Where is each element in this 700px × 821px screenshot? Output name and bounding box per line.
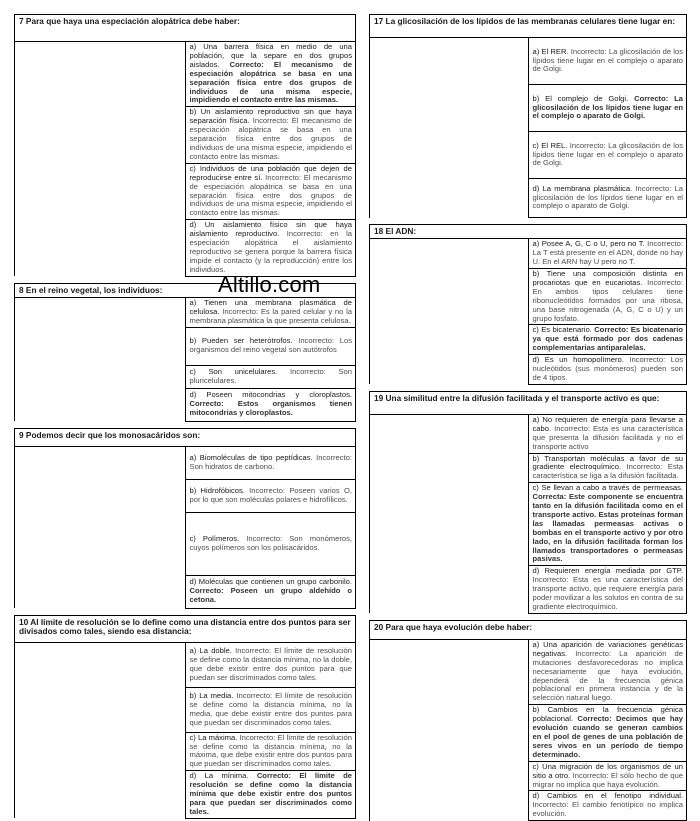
question-18 xyxy=(369,224,687,385)
question-7 xyxy=(14,14,356,277)
option-b: b) Hidrofóbicos. Incorrecto: Poseen varios O, por lo que son moléculas polares e hidrofílicos. xyxy=(185,479,356,512)
option-b: b) Un aislamiento reproductivo sin que haya separación física. Incorrecto: El mecanismo de especiación alopátrica se basa en una separación física entre dos grupos de individuos de una misma especie, impidiendo el contacto entre las mismas. xyxy=(185,107,356,163)
question-heading: 17 La glicosilación de los lípidos de las membranas celulares tiene lugar en: xyxy=(370,15,687,38)
option-b: b) Cambios en la frecuencia génica poblacional. Correcto: Decimos que hay evolución cuando se generan cambios en el pool de genes de una población de seres vivos en un período de tiempo determinado. xyxy=(528,705,687,761)
option-c: c) Se llevan a cabo a través de permeasas. Correcta: Este componente se encuentra tanto en la difusión facilitada como en el transporte activo. Estas proteínas forman las llamadas permeasas activas o bombas en el transporte activo y por otro lado, en la difusión facilitada forman los llamados transportadores o permeasas pasivas. xyxy=(528,483,687,566)
option-b: b) Pueden ser heterótrofos. Incorrecto: Los organismos del reino vegetal son autótrofos xyxy=(185,327,356,365)
option-b: b) La media. Incorrecto: El límite de resolución se define como la distancia mínima, no la media, que debe existir entre dos puntos para que puedan ser discriminados como tales. xyxy=(185,687,356,732)
option-d: d) Poseen mitocondrias y cloroplastos. Correcto: Estos organismos tienen mitocondrias y cloroplastos. xyxy=(185,388,356,421)
option-a: a) La doble. Incorrecto: El límite de resolución se define como la distancia mínima, no la doble, que debe existir entre dos puntos para que puedan ser discriminados como tales. xyxy=(185,642,356,687)
question-19 xyxy=(369,391,687,614)
option-d: d) Es un homopolímero. Incorrecto: Los nucleótidos (sus monómeros) pueden son de 4 tipos. xyxy=(528,355,687,385)
option-a: a) Una barrera física en medio de una población, que la separe en dos grupos aislados. Correcto: El mecanismo de especiación alopátrica se basa en una separación física entre dos grupos de individuos de una misma especie, impidiendo el contacto entre las mismas. xyxy=(185,42,356,107)
watermark: Altillo.com xyxy=(218,272,321,297)
option-a: a) Biomoléculas de tipo peptídicas. Incorrecto: Son hidratos de carbono. xyxy=(185,446,356,479)
option-a: a) Tienen una membrana plasmática de celulosa. Incorrecto: Es la pared celular y no la membrana plasmática la que presenta celulosa. xyxy=(185,297,356,327)
left-column xyxy=(14,14,356,819)
option-c: c) El REL. Incorrecto: La glicosilación de los lípidos tiene lugar en el complejo o aparato de Golgi. xyxy=(528,132,687,179)
option-d: d) La mínima. Correcto: El límite de resolución se define como la distancia mínima que debe existir entre dos puntos para que puedan ser discriminados como tales. xyxy=(185,771,356,819)
option-c: c) Una migración de los organismos de un sitio a otro. Incorrecto: El sólo hecho de que migrar no implica que haya evolución. xyxy=(528,761,687,791)
question-heading: 10 Al límite de resolución se lo define como una distancia entre dos puntos para ser divisados como tales, siendo esa distancia: xyxy=(15,615,356,642)
option-c: c) Son unicelulares. Incorrecto: Son pluricelulares. xyxy=(185,365,356,388)
option-c: c) Polímeros. Incorrecto: Son monómeros, cuyos polímeros son los polisacáridos. xyxy=(185,512,356,575)
option-d: d) Un aislamiento físico sin que haya aislamiento reproductivo. Incorrecto: en la especiación alopátrica el aislamiento reproductivo se genera porque la barrera física impide el contacto (y la reproducción) entre los individuos. xyxy=(185,220,356,276)
question-17 xyxy=(369,14,687,218)
option-a: a) Posee A, G, C o U, pero no T. Incorrecto: La T está presente en el ADN, donde no hay U. En el ARN hay U pero no T. xyxy=(528,239,687,269)
option-b: b) Transportan moléculas a favor de su gradiente electroquímico. Incorrecto: Esta característica se liga a la difusión facilitada. xyxy=(528,453,687,483)
option-d: d) La membrana plasmática. Incorrecto: La glicosilación de los lípidos tiene lugar en el complejo o aparato de Golgi. xyxy=(528,179,687,218)
option-a: a) No requieren de energía para llevarse a cabo. Incorrecto: Esta es una característica que presenta la difusión facilitada y no el transporte activo xyxy=(528,414,687,453)
option-d: d) Cambios en el fenotipo individual. Incorrecto: El cambio fenotípico no implica evolución. xyxy=(528,791,687,821)
question-heading: 18 El ADN: xyxy=(370,225,687,239)
option-a: a) El RER. Incorrecto: La glicosilación de los lípidos tiene lugar en el complejo o aparato de Golgi. xyxy=(528,38,687,85)
question-heading: 9 Podemos decir que los monosacáridos son: xyxy=(15,428,356,446)
option-c: c) La máxima. Incorrecto: El límite de resolución se define como la distancia mínima, no la máxima, que debe existir entre dos puntos para que puedan ser discriminados como tales. xyxy=(185,732,356,771)
option-d: d) Moléculas que contienen un grupo carbonilo. Correcto: Poseen un grupo aldehído o cetona. xyxy=(185,575,356,608)
option-c: c) Es bicatenario. Correcto: Es bicatenario ya que está formado por dos cadenas complementarias antiparalelas. xyxy=(528,325,687,355)
right-column xyxy=(369,14,687,821)
option-b: b) El complejo de Golgi. Correcto: La glicosilación de los lípidos tiene lugar en el complejo o aparato de Golgi. xyxy=(528,85,687,132)
question-8 xyxy=(14,283,356,422)
question-heading: 19 Una similitud entre la difusión facilitada y el transporte activo es que: xyxy=(370,391,687,414)
question-10 xyxy=(14,615,356,819)
question-20 xyxy=(369,620,687,821)
question-heading: 20 Para que haya evolución debe haber: xyxy=(370,620,687,639)
option-b: b) Tiene una composición distinta en procariotas que en eucariotas. Incorrecto: En ambos tipos celulares tiene ribonucleótidos formados por una ribosa, una base nitrogenada (A, G, C o U) y un grupo fosfato. xyxy=(528,269,687,325)
option-c: c) Individuos de una población que dejen de reproducirse entre sí. Incorrecto: El mecanismo de especiación alopátrica se basa en una separación física entre dos grupos de individuos de una misma especie, impidiendo el contacto entre las mismas. xyxy=(185,163,356,219)
option-d: d) Requieren energía mediada por GTP. Incorrecto: Esta es una característica del transporte activo, que requiere energía para poder movilizar a los solutos en contra de su gradiente electroquímico. xyxy=(528,566,687,614)
question-heading: 8 En el reino vegetal, los individuos: xyxy=(15,283,356,297)
question-heading: 7 Para que haya una especiación alopátrica debe haber: xyxy=(15,15,356,42)
option-a: a) Una aparición de variaciones genéticas negativas. Incorrecto: La aparición de mutaciones desfavorecedoras no implica necesariamente que haya evolución, dependerá de la frecuencia génica poblacional en primera instancia y de la selección natural luego. xyxy=(528,639,687,704)
question-9 xyxy=(14,428,356,609)
